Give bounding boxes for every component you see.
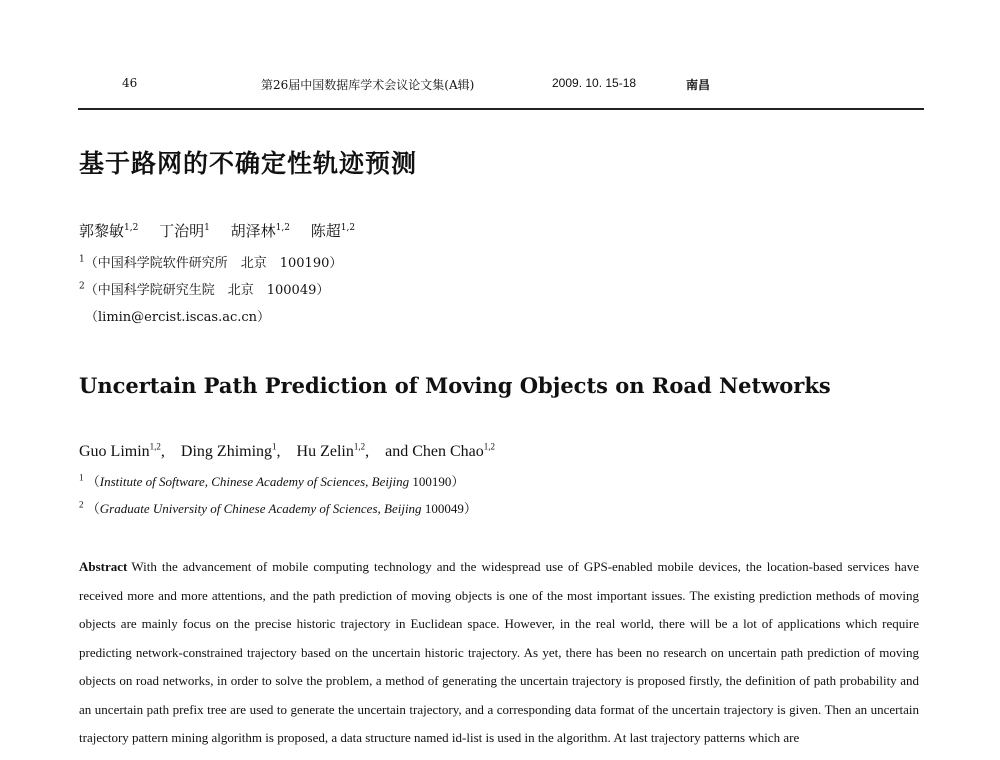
author-en: and Chen Chao$^{1,2}$ [385, 441, 496, 460]
author-cn: 郭黎敏$^{1,2}$ [79, 222, 139, 240]
title-chinese: 基于路网的不确定性轨迹预测 [79, 149, 418, 178]
affiliation-en-2: $^2$ （Graduate University of Chinese Academy of Sciences, Beijing 100049） [79, 499, 477, 516]
affiliation-cn-1: $^1$（中国科学院软件研究所 北京 100190） [79, 254, 343, 271]
authors-english [79, 443, 507, 461]
author-en: Hu Zelin$^{1,2}$, [296, 441, 370, 460]
title-english: Uncertain Path Prediction of Moving Objects on Road Networks [79, 373, 831, 398]
authors-chinese [79, 220, 371, 241]
affiliation-en-1: $^1$ （Institute of Software, Chinese Academy of Sciences, Beijing 100190） [79, 472, 465, 489]
author-en: Ding Zhiming$^1$, [180, 441, 281, 460]
abstract-text: With the advancement of mobile computing technology and the widespread use of GPS-enabled mobile devices, the location-based services have received more and more attentions, and the path prediction of moving objects is one of the most important issues. The existing prediction methods of moving objects are mainly focus on the precise historic trajectory in Euclidean space. However, in the real world, there will be a lot of applications which require predicting network-constrained trajectory based on the uncertain historic trajectory. As yet, there has been no research on uncertain path prediction of moving objects on road networks, in order to solve the problem, a method of generating the uncertain trajectory is proposed firstly, the definition of path probability and an uncertain path prefix tree are used to generate the uncertain trajectory, and a corresponding data format of the uncertain trajectory is given. Then an uncertain trajectory pattern mining algorithm is proposed, a data structure named id-list is used in the algorithm. At last trajectory patterns which are [79, 559, 919, 745]
conference-name: 第26届中国数据库学术会议论文集(A辑) [261, 78, 475, 92]
abstract [79, 553, 919, 753]
author-cn: 丁治明$^1$ [159, 222, 210, 240]
affiliation-cn-2: $^2$（中国科学院研究生院 北京 100049） [79, 281, 330, 298]
author-email: （limin@ercist.iscas.ac.cn） [85, 310, 271, 325]
author-cn: 胡泽林$^{1,2}$ [230, 222, 290, 240]
abstract-label: Abstract [79, 559, 128, 574]
page-number: 46 [122, 76, 138, 90]
conference-city: 南昌 [686, 78, 711, 92]
page-header [78, 70, 924, 110]
author-en: Guo Limin$^{1,2}$, [79, 441, 165, 460]
author-cn: 陈超$^{1,2}$ [310, 222, 356, 240]
conference-date: 2009. 10. 15-18 [552, 76, 637, 90]
